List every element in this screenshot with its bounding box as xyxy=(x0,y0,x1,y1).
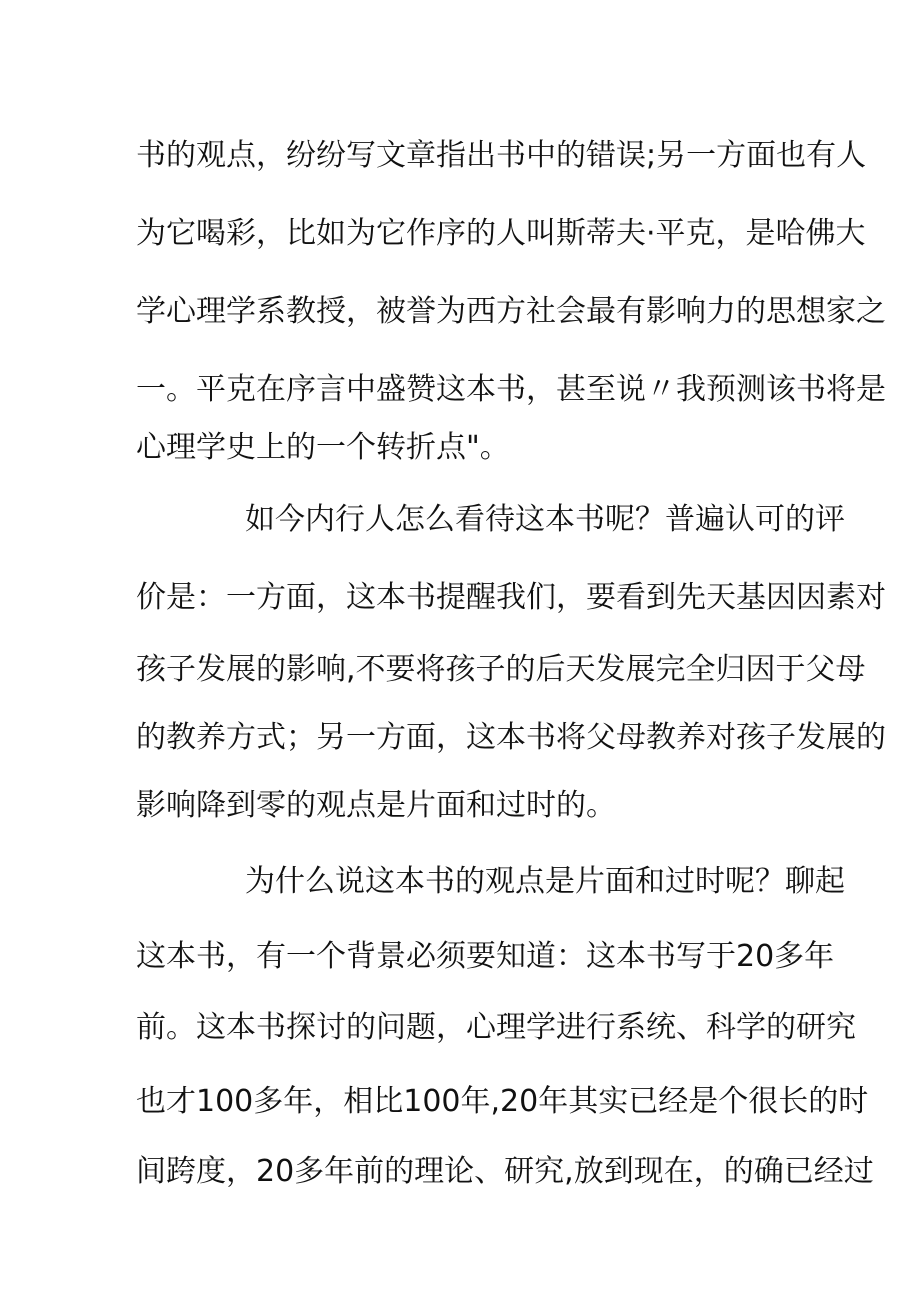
text-line: 一。平克在序言中盛赞这本书，甚至说〃我预测该书将是 xyxy=(136,372,886,407)
text-line: 价是：一方面，这本书提醒我们，要看到先天基因因素对 xyxy=(136,580,886,615)
text-line: 学心理学系教授，被誉为西方社会最有影响力的思想家之 xyxy=(136,294,886,329)
text-line: 孩子发展的影响,不要将孩子的后天发展完全归因于父母 xyxy=(136,652,866,687)
text-line: 也才100多年，相比100年,20年其实已经是个很长的时 xyxy=(136,1084,869,1119)
text-line: 间跨度，20多年前的理论、研究,放到现在，的确已经过 xyxy=(136,1154,874,1189)
text-line: 影响降到零的观点是片面和过时的。 xyxy=(136,788,616,823)
text-line: 为什么说这本书的观点是片面和过时呢？聊起 xyxy=(245,864,845,899)
text-line: 的教养方式；另一方面，这本书将父母教养对孩子发展的 xyxy=(136,720,886,755)
text-line: 心理学史上的一个转折点"。 xyxy=(136,430,510,465)
text-line: 如今内行人怎么看待这本书呢？普遍认可的评 xyxy=(245,502,845,537)
text-line: 为它喝彩，比如为它作序的人叫斯蒂夫·平克，是哈佛大 xyxy=(136,216,866,251)
text-line: 书的观点，纷纷写文章指出书中的错误;另一方面也有人 xyxy=(136,138,867,173)
text-line: 这本书，有一个背景必须要知道：这本书写于20多年 xyxy=(136,939,835,974)
text-line: 前。这本书探讨的问题，心理学进行系统、科学的研究 xyxy=(136,1010,856,1045)
